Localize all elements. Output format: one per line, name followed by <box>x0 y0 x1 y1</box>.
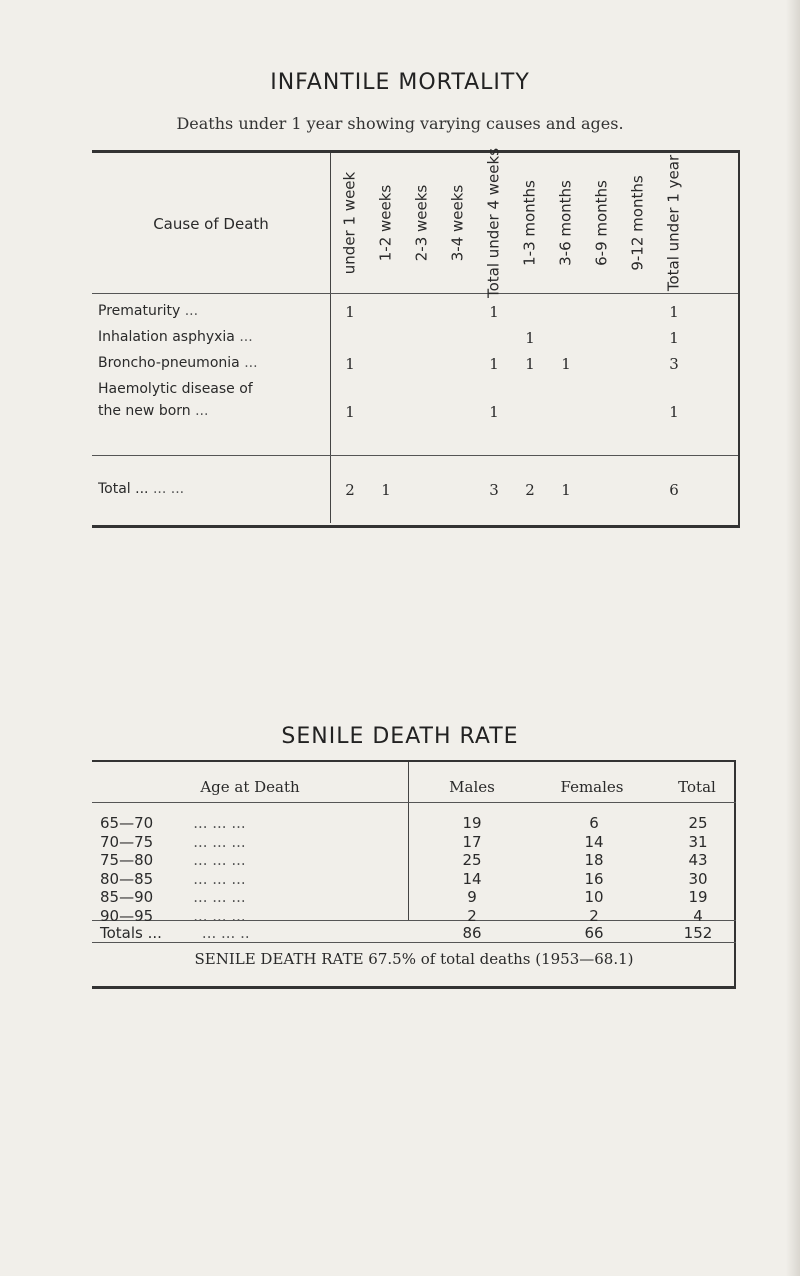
column-header <box>368 153 404 293</box>
males-value: 25 <box>462 851 482 869</box>
females-total: 66 <box>584 924 604 942</box>
age-range: 85—90 ... ... ... <box>100 888 246 906</box>
total-cell: 1 <box>561 481 571 499</box>
infant-mortality-table <box>92 147 740 528</box>
total-value: 43 <box>688 851 708 869</box>
column-header-label: 6-9 months <box>592 180 611 266</box>
grand-total: 152 <box>683 924 713 942</box>
males-value: 14 <box>462 869 482 888</box>
row-label-prematurity: Prematurity ... <box>98 303 199 319</box>
total-cell: 1 <box>381 481 391 499</box>
row-label-new-born: the new born ... <box>98 403 209 419</box>
column-header <box>512 153 548 293</box>
totals-label: Totals ... ... ... .. <box>100 924 250 942</box>
females-value: 16 <box>584 869 604 888</box>
total-value: 30 <box>688 869 708 888</box>
column-header <box>656 153 692 293</box>
column-header <box>332 153 368 293</box>
column-header <box>404 153 440 293</box>
column-header <box>620 153 656 293</box>
totals-divider-bottom <box>92 942 736 943</box>
table-cell: 1 <box>669 303 679 321</box>
total-cell: 6 <box>669 481 679 499</box>
senile-death-table <box>92 760 736 989</box>
table-cell: 1 <box>345 403 355 421</box>
males-value: 19 <box>462 814 482 832</box>
table-cell: 1 <box>489 403 499 421</box>
total-value: 25 <box>688 814 708 832</box>
males-value: 9 <box>467 888 477 906</box>
females-value: 18 <box>584 851 604 869</box>
column-header-label: 1-3 months <box>520 180 539 266</box>
age-header: Age at Death <box>200 778 300 796</box>
total-divider <box>92 455 738 456</box>
row-label-inhalation: Inhalation asphyxia ... <box>98 329 253 345</box>
column-header <box>548 153 584 293</box>
column-header-label: 3-6 months <box>556 180 575 266</box>
total-value: 31 <box>688 832 708 851</box>
table-cell: 1 <box>345 355 355 373</box>
row-label-broncho: Broncho-pneumonia ... <box>98 355 258 371</box>
total-header: Total <box>678 778 716 796</box>
table-cell: 3 <box>669 355 679 373</box>
females-value: 10 <box>584 888 604 906</box>
row-label-total: Total ... ... ... <box>98 481 185 497</box>
column-header-label: 3-4 weeks <box>448 184 467 262</box>
column-header-label: 1-2 weeks <box>376 184 395 262</box>
table-cell: 1 <box>489 303 499 321</box>
column-header <box>476 147 512 299</box>
column-header-label: under 1 week <box>340 171 359 275</box>
females-value: 14 <box>584 832 604 851</box>
total-value: 19 <box>688 888 708 906</box>
column-header-label: 2-3 weeks <box>412 184 431 262</box>
table-cell: 1 <box>669 329 679 347</box>
males-value: 2 <box>467 906 477 925</box>
total-cell: 3 <box>489 481 499 499</box>
age-range: 65—70 ... ... ... <box>100 814 246 832</box>
column-header-label: Total under 1 year <box>664 154 683 292</box>
females-value: 6 <box>589 814 599 832</box>
column-header-label: Total under 4 weeks <box>484 147 503 299</box>
age-range: 75—80 ... ... ... <box>100 851 246 869</box>
header-divider <box>92 293 738 294</box>
column-divider <box>408 762 409 920</box>
column-header <box>440 153 476 293</box>
total-cell: 2 <box>525 481 535 499</box>
cause-of-death-header: Cause of Death <box>153 215 269 233</box>
row-label-haemolytic: Haemolytic disease of <box>98 381 253 397</box>
table-cell: 1 <box>669 403 679 421</box>
total-cell: 2 <box>345 481 355 499</box>
infant-mortality-subtitle: Deaths under 1 year showing varying causes and ages. <box>176 114 624 133</box>
senile-death-rate-title: SENILE DEATH RATE <box>281 724 519 749</box>
table-cell: 1 <box>345 303 355 321</box>
column-divider <box>330 153 331 523</box>
column-header-label: 9-12 months <box>628 175 647 271</box>
column-header <box>584 153 620 293</box>
total-value: 4 <box>693 906 703 925</box>
males-header: Males <box>449 778 495 796</box>
males-value: 17 <box>462 832 482 851</box>
table-cell: 1 <box>525 329 535 347</box>
table-cell: 1 <box>489 355 499 373</box>
table-cell: 1 <box>561 355 571 373</box>
females-header: Females <box>560 778 624 796</box>
table-cell: 1 <box>525 355 535 373</box>
males-total: 86 <box>462 924 482 942</box>
infant-mortality-title: INFANTILE MORTALITY <box>270 70 530 95</box>
age-range: 80—85 ... ... ... <box>100 869 246 888</box>
header-divider <box>92 802 736 803</box>
senile-footer: SENILE DEATH RATE 67.5% of total deaths (1953—68.1) <box>194 950 634 968</box>
age-range: 90—95 ... ... ... <box>100 906 246 925</box>
age-range: 70—75 ... ... ... <box>100 832 246 851</box>
page-edge-shadow <box>786 0 800 1276</box>
females-value: 2 <box>589 906 599 925</box>
